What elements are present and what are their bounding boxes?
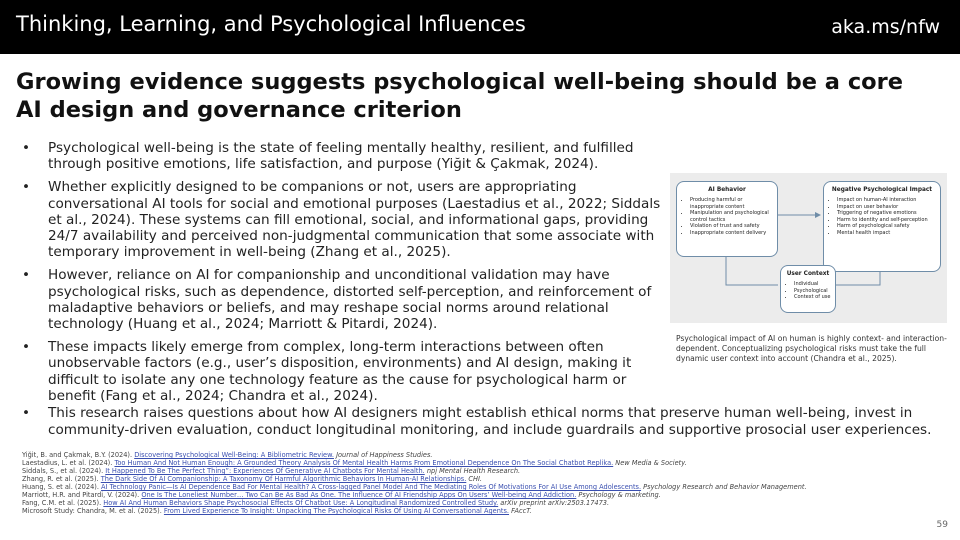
ai-behavior-title: AI Behavior <box>708 187 746 193</box>
reference-item <box>22 459 952 467</box>
bullet-item: • Psychological well-being is the state of feeling mentally healthy, resilient, and fulfilled through positive emotions, life satisfaction, and purpose (Yiğit & Çakmak, 2024). <box>20 140 670 172</box>
user-context-box <box>780 265 836 313</box>
reference-item <box>22 507 952 515</box>
ai-behavior-item: • Inappropriate content delivery <box>690 230 777 237</box>
header-bar <box>0 0 960 54</box>
reference-link[interactable]: One Is The Loneliest Number… Two Can Be As Bad As One. The Influence Of AI Friendship Apps On Users’ Well-being And Addiction. <box>141 491 577 500</box>
reference-item <box>22 491 952 499</box>
psych-impact-diagram <box>670 173 947 323</box>
arrow-behavior-to-context <box>726 256 778 285</box>
reference-link[interactable]: It Happened To Be The Perfect Thing”: Experiences Of Generative AI Chatbots For Mental Health. <box>105 467 425 476</box>
references-list <box>22 451 952 515</box>
reference-venue: CHI. <box>466 475 482 484</box>
negative-impact-item: • Mental health impact <box>837 230 940 237</box>
bullet-item: • However, reliance on AI for companionship and unconditional validation may have psychological risks, such as dependence, distorted self-perception, and reinforcement of maladaptive behaviors or beliefs, and may reshape social norms around relational technology (Huang et al., 2024; Marriott & Pitardi, 2024). <box>20 267 670 332</box>
reference-link[interactable]: Too Human And Not Human Enough: A Grounded Theory Analysis Of Mental Health Harms From Emotional Dependence On The Social Chatbot Replika. <box>114 459 614 468</box>
reference-venue: FAccT. <box>509 507 532 516</box>
reference-item <box>22 467 952 475</box>
reference-link[interactable]: The Dark Side Of AI Companionship: A Taxonomy Of Harmful Algorithmic Behaviors In Human-AI Relationships. <box>100 475 467 484</box>
reference-authors: Siddals, S., et al. (2024). <box>22 467 106 476</box>
user-context-item: • Context of use <box>794 294 835 301</box>
reference-link[interactable]: From Lived Experience To Insight: Unpacking The Psychological Risks Of Using AI Conversational Agents. <box>163 507 510 516</box>
bullet-list <box>20 140 670 411</box>
negative-impact-item: • Harm to identity and self-perception <box>837 217 940 224</box>
user-context-item: • Individual <box>794 281 835 288</box>
bullet-item: • Whether explicitly designed to be companions or not, users are appropriating conversational AI tools for social and emotional purposes (Laestadius et al., 2022; Siddals et al., 2024). These systems can fill emotional, social, and informational gaps, providing 24/7 availability and perceived non-judgmental communication that some associate with temporary improvement in well-being (Zhang et al., 2025). <box>20 179 670 260</box>
negative-impact-item: • Harm of psychological safety <box>837 223 940 230</box>
reference-authors: Yiğit, B. and Çakmak, B.Y. (2024). <box>22 451 135 459</box>
reference-item <box>22 451 952 459</box>
negative-impact-item: • Impact on user behavior <box>837 204 940 211</box>
reference-link[interactable]: Discovering Psychological Well-Being: A Bibliometric Review. <box>134 451 334 459</box>
ai-behavior-item: • Violation of trust and safety <box>690 223 777 230</box>
reference-venue: Journal of Happiness Studies. <box>333 451 433 459</box>
ai-behavior-box <box>676 181 778 257</box>
negative-impact-item: • Impact on human-AI interaction <box>837 197 940 204</box>
reference-venue: arXiv preprint arXiv:2503.17473. <box>498 499 610 508</box>
diagram-caption: Psychological impact of AI on human is highly context- and interaction-dependent. Conceptualizing psychological risks must take the full dynamic user context into account (Chandra et al., 2025). <box>676 334 947 363</box>
reference-venue: Psychology Research and Behavior Management. <box>641 483 807 492</box>
arrow-impact-to-context <box>836 271 880 285</box>
reference-venue: npj Mental Health Research. <box>424 467 521 476</box>
reference-item <box>22 499 952 507</box>
reference-item <box>22 483 952 491</box>
reference-authors: Laestadius, L. et al. (2024). <box>22 459 115 468</box>
reference-authors: Huang, S. et al. (2024). <box>22 483 102 492</box>
reference-link[interactable]: How AI And Human Behaviors Shape Psychosocial Effects Of Chatbot Use: A Longitudinal Randomized Controlled Study. <box>103 499 499 508</box>
reference-authors: Zhang, R. et al. (2025). <box>22 475 101 484</box>
bullet-item-final: • This research raises questions about how AI designers might establish ethical norms that preserve human well-being, invest in community-driven evaluation, conduct longitudinal monitoring, and include guardrails and supportive prosocial user experiences. <box>20 405 960 439</box>
negative-impact-title: Negative Psychological Impact <box>831 187 933 193</box>
reference-authors: Fang, C.M. et al. (2025). <box>22 499 104 508</box>
negative-impact-item: • Triggering of negative emotions <box>837 210 940 217</box>
reference-venue: New Media & Society. <box>613 459 687 468</box>
ai-behavior-item: • Manipulation and psychological control tactics <box>690 210 777 223</box>
reference-item <box>22 475 952 483</box>
reference-authors: Marriott, H.R. and Pitardi, V. (2024). <box>22 491 142 500</box>
page-number: 59 <box>936 520 948 530</box>
section-title: Thinking, Learning, and Psychological Influences <box>16 12 526 36</box>
short-link[interactable]: aka.ms/nfw <box>831 16 940 38</box>
slide-title: Growing evidence suggests psychological well-being should be a core AI design and governance criterion <box>16 69 903 123</box>
ai-behavior-item: • Producing harmful or inappropriate content <box>690 197 777 210</box>
user-context-title: User Context <box>786 271 830 277</box>
reference-authors: Microsoft Study: Chandra, M. et al. (2025). <box>22 507 164 516</box>
bullet-item: • These impacts likely emerge from complex, long-term interactions between often unobservable factors (e.g., user’s disposition, environments) and AI design, making it difficult to isolate any one technology feature as the cause for psychological harm or benefit (Fang et al., 2024; Chandra et al., 2024). <box>20 339 670 404</box>
negative-impact-box <box>823 181 941 272</box>
user-context-item: • Psychological <box>794 288 835 295</box>
reference-venue: Psychology & marketing. <box>576 491 661 500</box>
reference-link[interactable]: AI Technology Panic—Is AI Dependence Bad For Mental Health? A Cross-lagged Panel Model And The Mediating Roles Of Motivations For AI Use Among Adolescents. <box>101 483 642 492</box>
